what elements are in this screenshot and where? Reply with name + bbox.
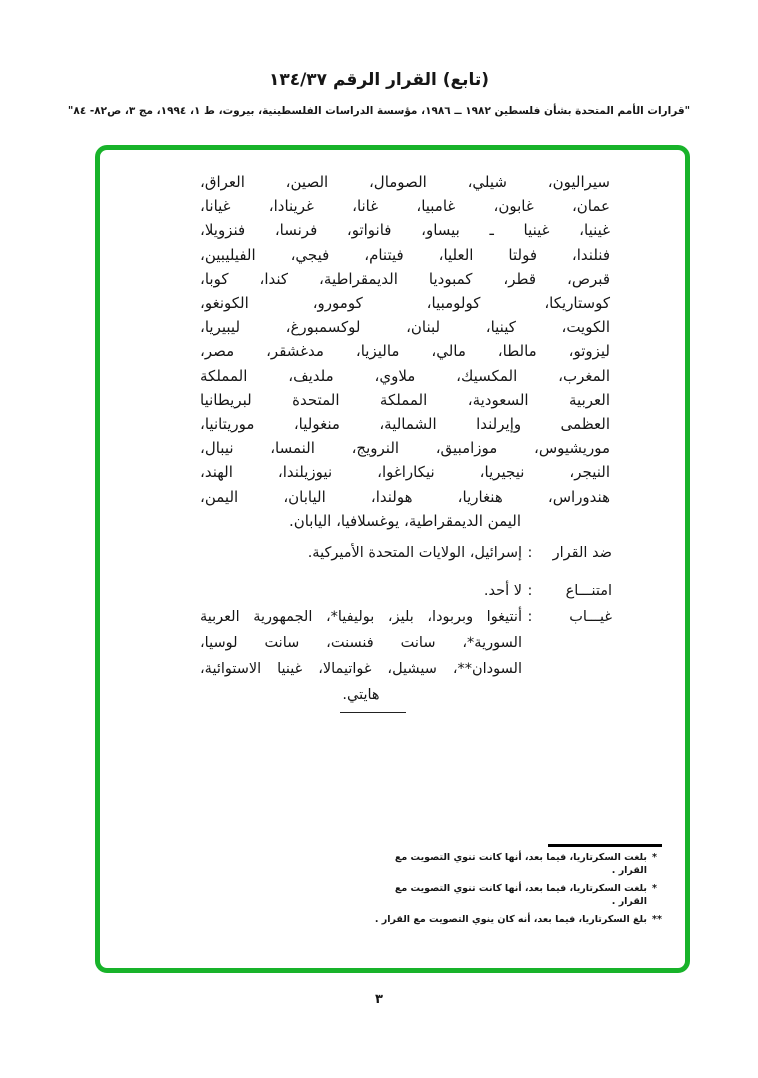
footnote [372,851,662,877]
vote-absent-line: أنتيغوا وبربودا، بليز، بوليفيا*، الجمهورية العربية [200,609,522,625]
end-of-text-divider [340,712,406,713]
country-line: قبرص، قطر، كمبوديا الديمقراطية، كندا، كوبا، [200,269,610,288]
colon-separator: : [527,545,533,561]
footnotes [372,851,662,931]
page-number: ٣ [375,992,383,1007]
vote-against-row [200,540,612,566]
country-line: سيراليون، شيلي، الصومال، الصين، العراق، [200,173,610,191]
country-line: ليزوتو، مالطا، مالي، ماليزيا، مدغشقر، مصر، [200,342,610,361]
country-line: كوستاريكا، كولومبيا، كومورو، الكونغو، [200,294,610,313]
vote-abstain-row [200,578,612,604]
country-line: فنلندا، فولتا العليا، فيتنام، فيجي، الفيليبين، [200,245,610,264]
vote-abstain-label: امتنـــاع [565,583,612,599]
colon-separator: : [527,609,533,625]
country-line: عمان، غابون، غامبيا، غانا، غرينادا، غيانا، [200,197,610,216]
vote-against-label: ضد القرار [552,545,612,561]
vote-abstain-text: لا أحد. [483,583,522,599]
vote-absent-line: السودان**، سيشيل، غواتيمالا، غينيا الاستوائية، [200,661,522,677]
country-line: اليمن الديمقراطية، يوغسلافيا، اليابان. [288,511,522,530]
footnote-marker: * [652,852,657,863]
footnote-text: بلغ السكرتاريا، فيما بعد، أنه كان ينوي التصويت مع القرار . [374,914,647,925]
colon-separator: : [527,583,533,599]
vote-absent-line: هايتي. [342,687,380,703]
country-line: الكويت، كينيا، لبنان، لوكسمبورغ، ليبيريا، [200,318,610,337]
source-citation: "قرارات الأمم المتحدة بشأن فلسطين ١٩٨٢ ــ ١٩٨٦، مؤسسة الدراسات الفلسطينية، بيروت، ط ١، ١٩٩٤، مج ٣، ص٨٢- ٨٤" [67,105,691,117]
footnote [372,913,662,926]
country-line: العربية السعودية، المملكة المتحدة لبريطانيا [200,390,610,409]
country-line: المغرب، المكسيك، ملاوي، ملديف، المملكة [200,366,610,385]
country-line: النيجر، نيجيريا، نيكاراغوا، نيوزيلندا، الهند، [200,463,610,482]
footnote-marker: * [652,883,657,894]
country-line: العظمى وإيرلندا الشمالية، منغوليا، موريتانيا، [200,415,610,434]
page-title: (تابع) القرار الرقم ١٣٤/٣٧ [268,70,490,90]
vote-absent-label: غيـــاب [569,609,612,625]
country-line: غينيا، غينيا ـ بيساو، فانواتو، فرنسا، فنزويلا، [200,221,610,240]
vote-against-text: إسرائيل، الولايات المتحدة الأميركية. [307,545,522,561]
footnote [372,882,662,908]
country-line: موريشيوس، موزامبيق، النرويج، النمسا، نيبال، [200,439,610,458]
vote-absent-line: السورية*، سانت فنسنت، سانت لوسيا، [200,635,522,651]
footnote-text: بلغت السكرتاريا، فيما بعد، أنها كانت تنوي التصويت مع القرار . [394,883,647,907]
footnote-text: بلغت السكرتاريا، فيما بعد، أنها كانت تنوي التصويت مع القرار . [394,852,647,876]
country-line: هندوراس، هنغاريا، هولندا، اليابان، اليمن، [200,487,610,506]
footnote-rule [548,844,662,847]
in-favour-country-list [200,170,610,533]
footnote-marker: ** [652,914,662,925]
vote-absent-row [200,604,612,708]
